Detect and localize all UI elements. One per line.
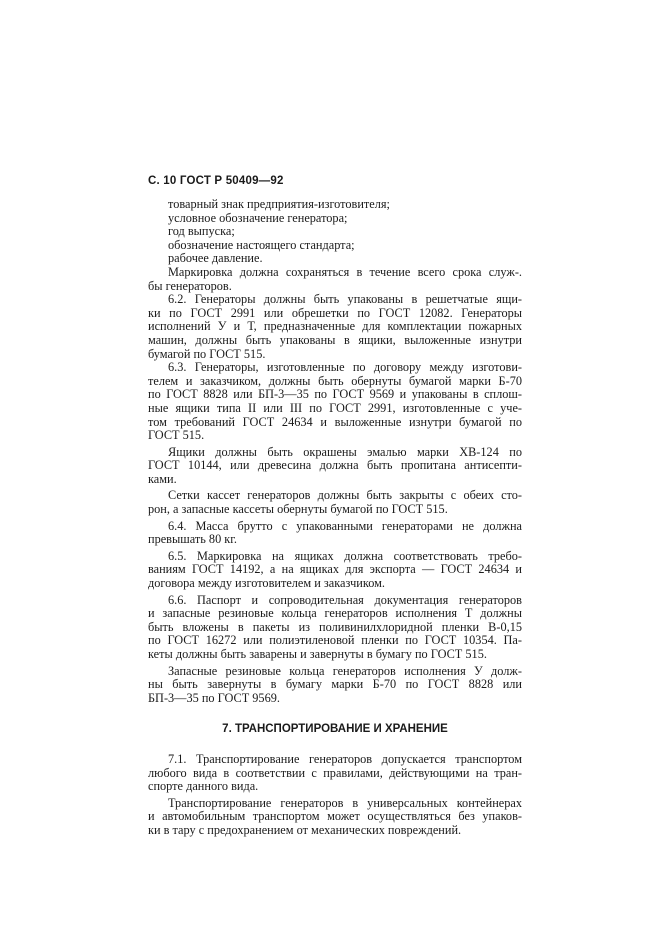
text-line: 6.5. Маркировка на ящиках должна соответствовать требо- — [168, 548, 522, 563]
paragraph-6-3 — [148, 361, 522, 443]
text-line: Маркировка должна сохраняться в течение всего срока служ-. — [168, 264, 522, 279]
text-line: ваниям ГОСТ 14192, а на ящиках для экспорта — ГОСТ 24634 и — [148, 562, 522, 577]
text-line: ГОСТ 515. — [148, 428, 205, 443]
list-item: год выпуска; — [168, 224, 235, 239]
text-line: ками. — [148, 471, 177, 486]
paragraph-6-2 — [148, 293, 522, 361]
text-line: быть вложены в пакеты из поливинилхлоридной пленки В-0,15 — [148, 619, 522, 634]
section-heading: 7. ТРАНСПОРТИРОВАНИЕ И ХРАНЕНИЕ — [222, 723, 448, 736]
text-line: рон, а запасные кассеты обернуты бумагой по ГОСТ 515. — [148, 502, 448, 517]
paragraph-cassettes — [148, 489, 522, 516]
text-line: 6.3. Генераторы, изготовленные по договору между изготови- — [168, 360, 522, 375]
text-line: превышать 80 кг. — [148, 532, 237, 547]
list-item: рабочее давление. — [168, 251, 263, 266]
text-line: ные ящики типа II или III по ГОСТ 2991, изготовленные с уче- — [148, 400, 522, 415]
list-item: условное обозначение генератора; — [168, 210, 348, 225]
text-line: и запасные резиновые кольца генераторов исполнения Т должны — [148, 606, 522, 621]
text-line: по ГОСТ 8828 или БП-3—35 по ГОСТ 9569 и упакованы в сплош- — [148, 387, 522, 402]
marking-list — [148, 198, 522, 266]
text-line: Ящики должны быть окрашены эмалью марки ХВ-124 по — [168, 444, 522, 459]
text-line: 6.2. Генераторы должны быть упакованы в решетчатые ящи- — [168, 292, 522, 307]
paragraph-7-1 — [148, 753, 522, 794]
paragraph-marking — [148, 266, 522, 293]
list-item: товарный знак предприятия-изготовителя; — [168, 197, 390, 211]
text-line: исполнений У и Т, предназначенные для комплектации пожарных — [148, 319, 522, 334]
text-line: ГОСТ 10144, или древесина должна быть пропитана антисепти- — [148, 458, 522, 473]
text-line: любого вида в соответствии с правилами, действующими на тран- — [148, 765, 522, 780]
paragraph-6-6 — [148, 594, 522, 662]
text-line: ки по ГОСТ 2991 или обрешетки по ГОСТ 12082. Генераторы — [148, 305, 522, 320]
text-line: договора между изготовителем и заказчиком. — [148, 576, 385, 591]
text-line: кеты должны быть заварены и завернуты в бумагу по ГОСТ 515. — [148, 647, 487, 661]
text-line: 7.1. Транспортирование генераторов допускается транспортом — [168, 751, 522, 766]
text-line: 6.6. Паспорт и сопроводительная документация генераторов — [168, 592, 522, 607]
text-line: по ГОСТ 16272 или полиэтиленовой пленки по ГОСТ 10354. Па- — [148, 633, 522, 648]
text-line: машин, должны быть упакованы в ящики, выложенные изнутри — [148, 332, 522, 347]
paragraph-6-5 — [148, 550, 522, 591]
text-line: БП-3—35 по ГОСТ 9569. — [148, 690, 280, 705]
document-body — [148, 198, 522, 838]
paragraph-6-4 — [148, 520, 522, 547]
paragraph-rings — [148, 665, 522, 706]
text-line: ны быть завернуты в бумагу марки Б-70 по ГОСТ 8828 или — [148, 677, 522, 692]
text-line: бумагой по ГОСТ 515. — [148, 346, 266, 361]
paragraph-boxes — [148, 446, 522, 487]
text-line: 6.4. Масса брутто с упакованными генераторами не должна — [168, 518, 522, 533]
text-line: и автомобильным транспортом может осуществляться без упаков- — [148, 809, 522, 824]
text-line: Сетки кассет генераторов должны быть закрыты с обеих сто- — [168, 488, 522, 503]
text-line: Запасные резиновые кольца генераторов исполнения У долж- — [168, 663, 522, 678]
text-line: том требований ГОСТ 24634 и выложенные изнутри бумагой по — [148, 414, 522, 429]
text-line: бы генераторов. — [148, 278, 232, 293]
text-line: спорте данного вида. — [148, 779, 259, 794]
paragraph-containers — [148, 797, 522, 838]
page-header: С. 10 ГОСТ Р 50409—92 — [148, 175, 284, 187]
text-line: телем и заказчиком, должны быть обернуты бумагой марки Б-70 — [148, 373, 522, 388]
text-line: ки в тару с предохранением от механических повреждений. — [148, 822, 462, 837]
text-line: Транспортирование генераторов в универсальных контейнерах — [168, 795, 522, 810]
list-item: обозначение настоящего стандарта; — [168, 237, 355, 252]
